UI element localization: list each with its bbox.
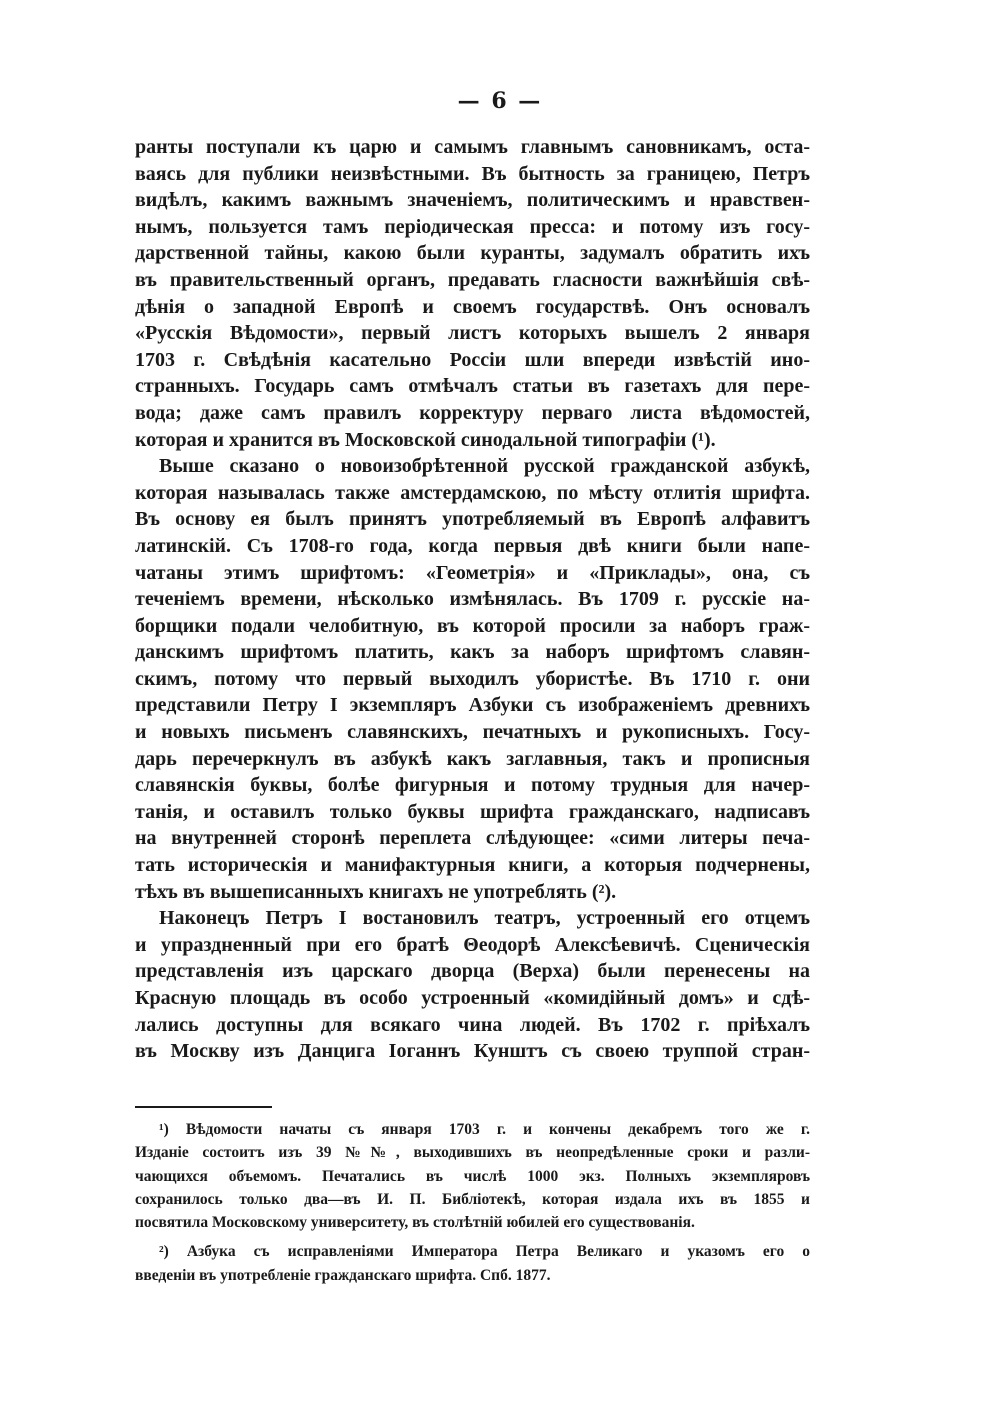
- text-line: видѣлъ, какимъ важнымъ значеніемъ, политическимъ и нравствен-: [135, 189, 810, 212]
- text-line: въ правительственный органъ, предавать гласности важнѣйшія свѣ-: [135, 268, 810, 291]
- text-line: «Русскія Вѣдомости», первый листъ которыхъ вышелъ 2 января: [135, 322, 810, 345]
- page-number: — 6 —: [457, 88, 543, 114]
- footnote-divider: [135, 1106, 272, 1108]
- footnote-line: ¹) Вѣдомости начаты съ января 1703 г. и кончены декабремъ того же г.: [159, 1121, 810, 1138]
- text-line: Красную площадь въ особо устроенный «комидійный домъ» и сдѣ-: [135, 987, 810, 1009]
- paragraph-3: [135, 905, 810, 1065]
- text-line: данскимъ шрифтомъ платить, какъ за наборъ шрифтомъ славян-: [135, 641, 810, 664]
- text-line: теченіемъ времени, нѣсколько измѣнялась. Въ 1709 г. русскіе на-: [135, 588, 810, 611]
- text-line: ваясь для публики неизвѣстными. Въ бытность за границею, Петръ: [135, 162, 810, 185]
- text-line: скимъ, потому что первый выходилъ убористѣе. Въ 1710 г. они: [135, 667, 810, 690]
- text-line: ранты поступали къ царю и самымъ главнымъ сановникамъ, оста-: [135, 136, 810, 158]
- text-line: Выше сказано о новоизобрѣтенной русской гражданской азбукѣ,: [159, 455, 810, 478]
- footnote-line: введеніи въ употребленіе гражданскаго шрифта. Спб. 1877.: [135, 1266, 551, 1284]
- paragraph-1: [135, 134, 810, 453]
- text-line: танія, и оставилъ только буквы шрифта гражданскаго, надписавъ: [135, 800, 810, 823]
- text-line: вода; даже самъ правилъ корректуру перваго листа вѣдомостей,: [135, 401, 810, 424]
- footnotes: [135, 1118, 810, 1287]
- text-line: тать историческія и манифактурныя книги, а которыя подчернены,: [135, 854, 810, 877]
- text-line: дарственной тайны, какою были куранты, задумалъ обратить ихъ: [135, 242, 810, 265]
- body-text: [135, 134, 810, 1065]
- text-line: дѣнія о западной Европѣ и своемъ государствѣ. Онъ основалъ: [135, 295, 810, 318]
- paragraph-2: [135, 453, 810, 905]
- footnote-line: сохранилось только два—въ И. П. Библіотекѣ, которая издала ихъ въ 1855 и: [135, 1190, 810, 1208]
- footnote-line: ²) Азбука съ исправленіями Императора Петра Великаго и указомъ его о: [159, 1243, 810, 1261]
- text-line: тѣхъ въ вышеписанныхъ книгахъ не употреблять (²).: [135, 880, 617, 903]
- text-line: борщики подали челобитную, въ которой просили за наборъ граж-: [135, 614, 810, 637]
- text-line: латинскій. Съ 1708-го года, когда первыя двѣ книги были напе-: [135, 534, 810, 557]
- text-line: Въ основу ея былъ принятъ употребляемый въ Европѣ алфавитъ: [135, 508, 810, 531]
- text-line: которая называлась также амстердамскою, по мѣсту отлитія шрифта.: [135, 481, 810, 504]
- text-line: которая и хранится въ Московской синодальной типографіи (¹).: [135, 428, 716, 451]
- text-line: странныхъ. Государь самъ отмѣчалъ статьи въ газетахъ для пере-: [135, 375, 810, 398]
- text-line: славянскія буквы, болѣе фигурныя и потому трудныя для начер-: [135, 774, 810, 797]
- text-line: на внутренней сторонѣ переплета слѣдующее: «сими литеры печа-: [135, 827, 810, 850]
- text-line: нымъ, пользуется тамъ періодическая пресса: и потому изъ госу-: [135, 215, 810, 238]
- text-line: чатаны этимъ шрифтомъ: «Геометрія» и «Приклады», она, съ: [135, 561, 810, 584]
- footnote-line: посвятила Московскому университету, въ столѣтній юбилей его существованія.: [135, 1214, 695, 1232]
- text-line: въ Москву изъ Данцига Іоганнъ Кунштъ съ своею труппой стран-: [135, 1040, 810, 1063]
- text-line: представили Петру I экземпляръ Азбуки съ изображеніемъ древнихъ: [135, 694, 810, 717]
- text-line: лались доступны для всякаго чина людей. Въ 1702 г. пріѣхалъ: [135, 1013, 810, 1036]
- text-line: Наконецъ Петръ I востановилъ театръ, устроенный его отцемъ: [159, 907, 810, 930]
- footnote-line: Изданіе состоитъ изъ 39 №№, выходившихъ въ неопредѣленные сроки и разли-: [135, 1144, 810, 1162]
- footnote-line: чающихся объемомъ. Печатались въ числѣ 1000 экз. Полныхъ экземпляровъ: [135, 1167, 810, 1185]
- text-line: 1703 г. Свѣдѣнія касательно Россіи шли впереди извѣстій ино-: [135, 348, 810, 371]
- footnote-2: [135, 1240, 810, 1287]
- text-line: и новыхъ письменъ славянскихъ, печатныхъ и рукописныхъ. Госу-: [135, 721, 810, 744]
- text-line: дарь перечеркнулъ въ азбукѣ какъ заглавныя, такъ и прописныя: [135, 747, 810, 770]
- text-line: представленія изъ царскаго дворца (Верха) были перенесены на: [135, 960, 810, 983]
- text-line: и упраздненный при его братѣ Θеодорѣ Алексѣевичѣ. Сценическія: [135, 933, 810, 956]
- footnote-1: [135, 1118, 810, 1234]
